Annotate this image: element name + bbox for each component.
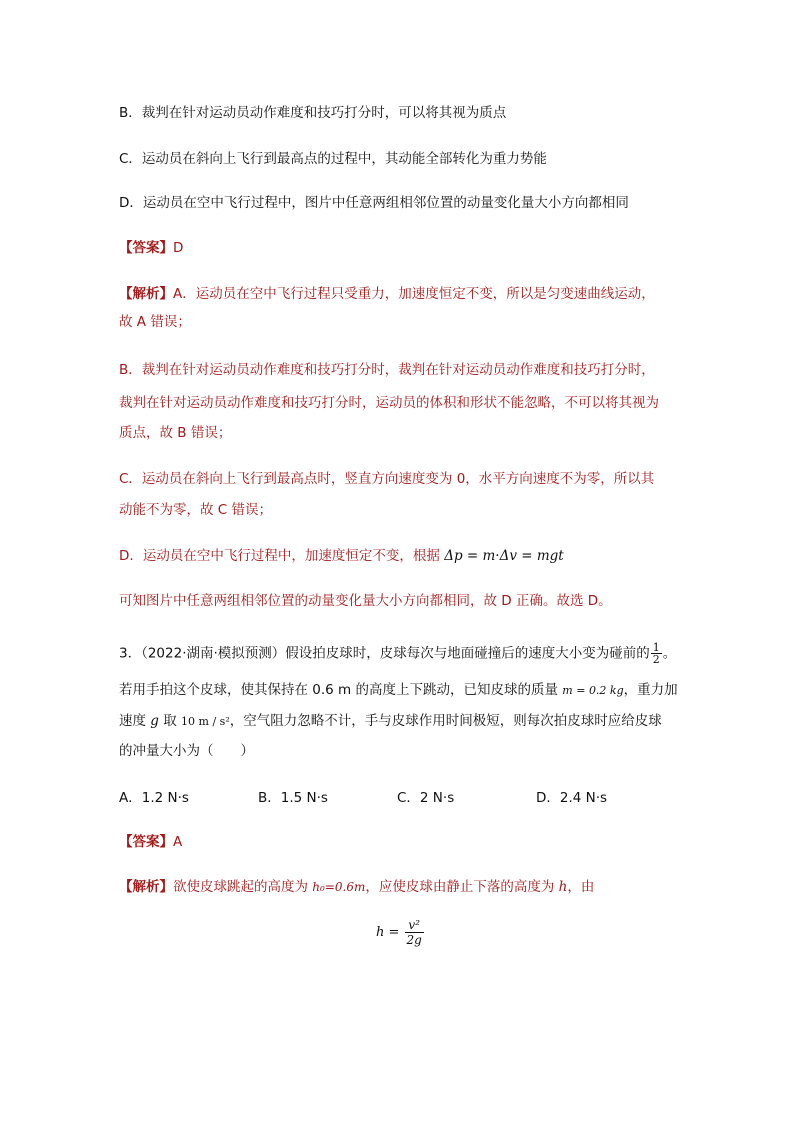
question-text: 取 bbox=[163, 713, 177, 729]
analysis-1-line-6: C．运动员在斜向上飞行到最高点时，竖直方向速度变为 0，水平方向速度不为零，所以其 bbox=[119, 471, 655, 487]
question-3-line-4: 的冲量大小为（ ） bbox=[119, 743, 254, 759]
question-option-b: B．裁判在针对运动员动作难度和技巧打分时，可以将其视为质点 bbox=[119, 105, 507, 121]
analysis-tag: 【解析】 bbox=[119, 879, 173, 895]
analysis-text: ，应使皮球由静止下落的高度为 bbox=[365, 879, 555, 895]
formula-lhs: h = bbox=[376, 925, 400, 940]
answer-tag: 【答案】 bbox=[119, 240, 173, 256]
formula-fraction bbox=[405, 918, 424, 947]
analysis-1-line-2: 故 A 错误； bbox=[119, 314, 191, 330]
gravity-value: 10 m / s² bbox=[181, 715, 230, 728]
option-c: C．2 N·s bbox=[397, 790, 455, 806]
half-fraction bbox=[651, 642, 662, 665]
analysis-tag: 【解析】 bbox=[119, 286, 173, 302]
answer-2 bbox=[119, 833, 182, 851]
question-text: 速度 bbox=[119, 713, 146, 729]
answer-tag: 【答案】 bbox=[119, 834, 173, 850]
question-text: ，空气阻力忽略不计，手与皮球作用时间极短，则每次拍皮球时应给皮球 bbox=[229, 713, 662, 729]
mass-formula: m = 0.2 kg bbox=[562, 684, 624, 697]
formula-numerator: v² bbox=[408, 918, 420, 932]
answer-value: D bbox=[173, 240, 184, 256]
analysis-1-line-8 bbox=[119, 547, 564, 565]
gravity-symbol: g bbox=[150, 713, 159, 729]
fraction-numerator: 1 bbox=[652, 641, 660, 654]
question-text: ，重力加 bbox=[623, 682, 678, 698]
question-3-line-3 bbox=[119, 712, 662, 731]
analysis-1-line-4: 裁判在针对运动员动作难度和技巧打分时，运动员的体积和形状不能忽略，不可以将其视为 bbox=[119, 395, 659, 411]
analysis-text: A．运动员在空中飞行过程只受重力，加速度恒定不变，所以是匀变速曲线运动， bbox=[173, 286, 655, 302]
question-text: 3．（2022·湖南·模拟预测）假设拍皮球时，皮球每次与地面碰撞后的速度大小变为碰前的 bbox=[119, 645, 650, 662]
question-option-d: D．运动员在空中飞行过程中，图片中任意两组相邻位置的动量变化量大小方向都相同 bbox=[119, 195, 629, 211]
answer-value: A bbox=[173, 834, 183, 850]
analysis-1-line-3: B．裁判在针对运动员动作难度和技巧打分时，裁判在针对运动员动作难度和技巧打分时， bbox=[119, 362, 655, 378]
analysis-1-line-5: 质点，故 B 错误； bbox=[119, 425, 232, 441]
question-text: 若用手拍这个皮球，使其保持在 0.6 m 的高度上下跳动，已知皮球的质量 bbox=[119, 682, 558, 698]
height-h: h bbox=[558, 879, 568, 895]
option-b: B．1.5 N·s bbox=[258, 790, 328, 806]
height-h0: h₀=0.6m bbox=[312, 880, 366, 894]
question-text-end: 。 bbox=[662, 645, 677, 662]
analysis-1-line-9: 可知图片中任意两组相邻位置的动量变化量大小方向都相同，故 D 正确。故选 D。 bbox=[119, 593, 612, 609]
question-3-line-1 bbox=[119, 642, 676, 665]
analysis-2-line-1 bbox=[119, 878, 594, 896]
momentum-formula: Δp = m·Δv = mgt bbox=[444, 548, 564, 564]
fraction-denominator: 2 bbox=[652, 653, 660, 666]
analysis-text: 欲使皮球跳起的高度为 bbox=[173, 879, 308, 895]
question-3-line-2 bbox=[119, 681, 678, 700]
answer-1 bbox=[119, 239, 183, 257]
height-formula bbox=[376, 918, 425, 947]
analysis-1-line-1 bbox=[119, 285, 655, 303]
formula-denominator: 2g bbox=[406, 933, 422, 947]
option-d: D．2.4 N·s bbox=[536, 790, 608, 806]
option-a: A．1.2 N·s bbox=[119, 790, 189, 806]
analysis-1-line-7: 动能不为零，故 C 错误； bbox=[119, 502, 273, 518]
question-option-c: C．运动员在斜向上飞行到最高点的过程中，其动能全部转化为重力势能 bbox=[119, 151, 547, 167]
analysis-text: ，由 bbox=[567, 879, 595, 895]
analysis-text: D．运动员在空中飞行过程中，加速度恒定不变，根据 bbox=[119, 548, 440, 564]
